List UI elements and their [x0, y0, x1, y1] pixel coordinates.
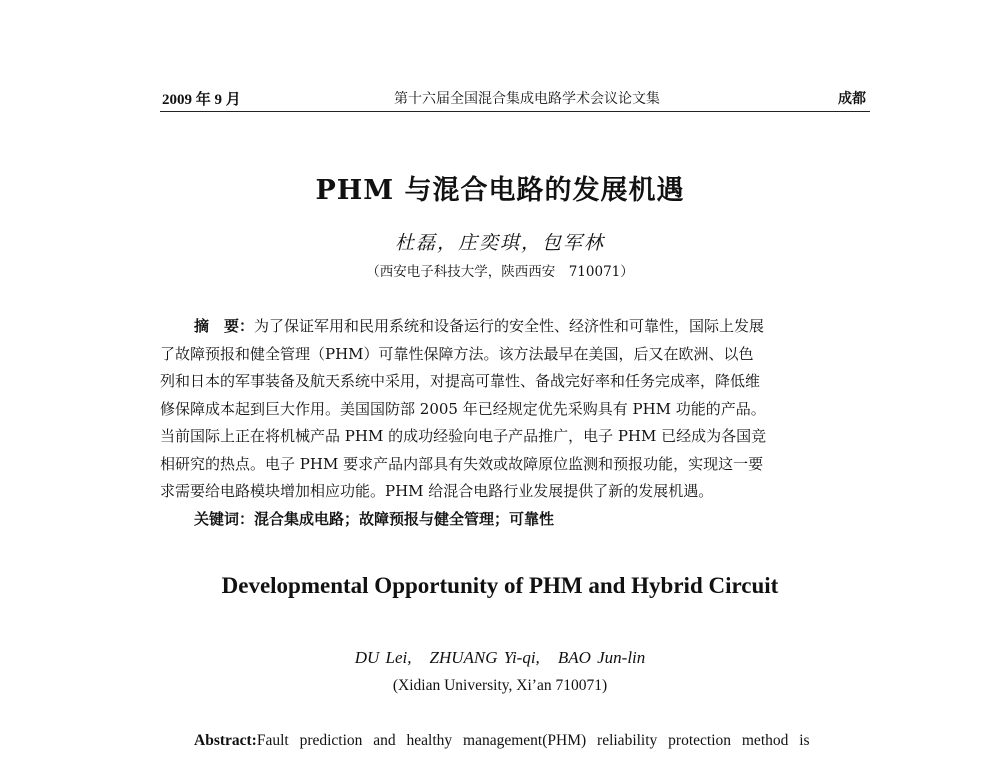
- keywords-chinese: [194, 508, 554, 529]
- title-chinese: PHM 与混合电路的发展机遇: [315, 175, 685, 206]
- authors-chinese: 杜磊，庄奕琪，包军林: [394, 232, 605, 254]
- running-header: [162, 88, 868, 110]
- abstract-cn-text: 为了保证军用和民用系统和设备运行的安全性、经济性和可靠性，国际上发展: [254, 317, 765, 335]
- header-proceedings: 第十六届全国混合集成电路学术会议论文集: [394, 91, 660, 107]
- affiliation-chinese: （西安电子科技大学，陕西西安 710071）: [366, 264, 634, 280]
- abstract-cn-label: 摘 要：: [194, 317, 255, 335]
- abstract-cn-line-4: 修保障成本起到巨大作用。美国国防部 2005 年已经规定优先采购具有 PHM 功能的产品。: [160, 399, 766, 418]
- header-date: 2009 年 9 月: [162, 92, 241, 108]
- abstract-cn-line-7: 求需要给电路模块增加相应功能。PHM 给混合电路行业发展提供了新的发展机遇。: [160, 482, 714, 500]
- abstract-cn-line-5: 当前国际上正在将机械产品 PHM 的成功经验向电子产品推广，电子 PHM 已经成为各国竞: [160, 427, 767, 445]
- abstract-cn-line-3: 列和日本的军事装备及航天系统中采用，对提高可靠性、备战完好率和任务完成率，降低维: [160, 372, 761, 390]
- authors-english: [0, 648, 1000, 668]
- abstract-cn-line-2: 了故障预报和健全管理（PHM）可靠性保障方法。该方法最早在美国，后又在欧洲、以色: [160, 344, 754, 363]
- abstract-en-text: Fault prediction and healthy management(PHM) reliability protection method is: [256, 732, 810, 749]
- author-en-1: DU Lei,: [354, 648, 412, 667]
- affiliation-english: (Xidian University, Xi’an 710071): [392, 677, 608, 694]
- abstract-cn-line-6: 相研究的热点。电子 PHM 要求产品内部具有失效或故障原位监测和预报功能，实现这一要: [160, 454, 764, 473]
- author-en-3: BAO Jun-lin: [557, 648, 646, 667]
- author-en-2: ZHUANG Yi-qi,: [429, 648, 540, 667]
- keywords-label: 关键词：: [194, 510, 255, 528]
- abstract-chinese: [160, 313, 872, 506]
- keywords-text: 混合集成电路；故障预报与健全管理；可靠性: [254, 510, 555, 528]
- header-location: 成都: [838, 91, 866, 107]
- abstract-english: [194, 732, 870, 750]
- abstract-cn-line-1: [160, 313, 872, 341]
- abstract-en-label: Abstract:: [194, 732, 257, 749]
- title-english: Developmental Opportunity of PHM and Hybrid Circuit: [221, 573, 779, 598]
- header-rule: [160, 111, 870, 112]
